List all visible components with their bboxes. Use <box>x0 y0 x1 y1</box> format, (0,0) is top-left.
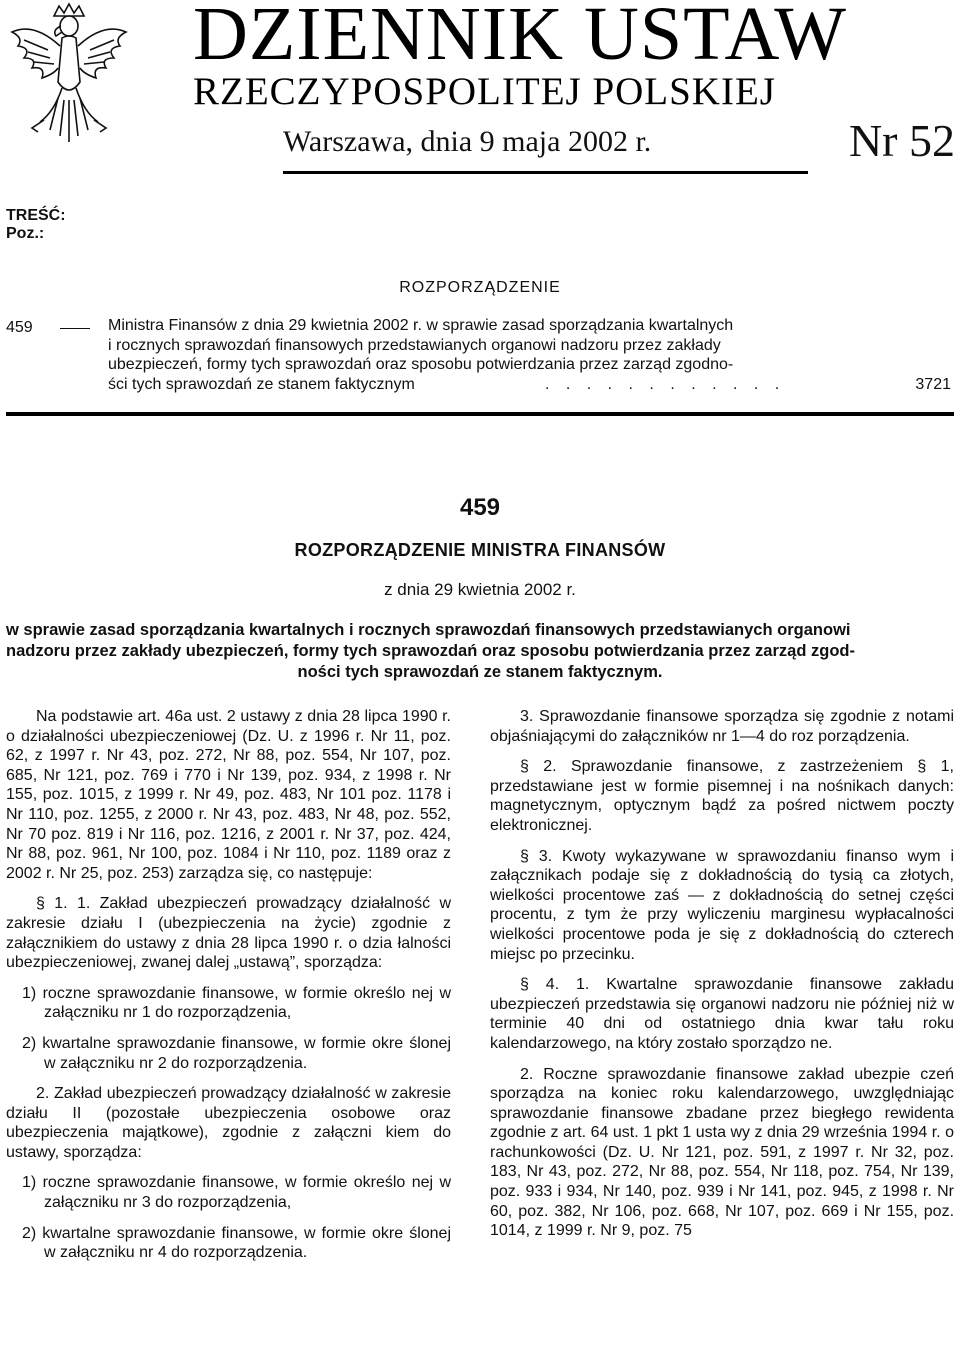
paragraph-4-2 <box>490 1065 954 1241</box>
text-line: poz. 933 i 934, Nr 140, poz. 939 i Nr 141, poz. 945, <box>490 1183 869 1201</box>
text-line: poz. 483, Nr 101 poz. 1178 i Nr 110, poz. 1255, z 2000 r. <box>6 786 451 823</box>
text-line: 2. Roczne sprawozdanie finansowe zakład ubezpie <box>520 1065 911 1083</box>
text-line: ca złotych, wielkości procentowe zaś — z dokładnością <box>490 867 955 904</box>
text-line: ubezpieczeń przedstawia się organowi nadzoru nie <box>490 995 861 1013</box>
text-line: nej w załączniku nr 1 do rozporządzenia, <box>44 984 452 1022</box>
text-line: Nr 100, poz. 1084 i Nr 110, poz. 1189 oraz z 2002 r. Nr 25, <box>6 845 451 882</box>
toc-entry-line: ubezpieczeń, formy tych sprawozdań oraz sposobu potwierdzania przez zarząd zgodno- <box>108 356 734 373</box>
text-line: z 1998 r. Nr 60, poz. 382, Nr 106, poz. 668, Nr 107, <box>490 1183 955 1220</box>
text-line: 1990 r. o działalności ubezpieczeniowej (Dz. U. z 1996 r. <box>6 708 451 745</box>
act-subject-line: ności tych sprawozdań ze stanem faktycznym. <box>297 663 663 681</box>
text-line: czeń sporządza na koniec roku kalendarzowego, <box>490 1065 954 1103</box>
paragraph-3 <box>490 847 954 965</box>
text-line: 2) kwartalne sprawozdanie finansowe, w formie okre <box>22 1224 404 1242</box>
text-line: później niż w terminie 40 dni od ostatniego dnia kwar <box>490 995 954 1033</box>
list-item <box>14 1034 451 1073</box>
preamble <box>6 707 451 883</box>
text-line: z załącznikiem do ustawy z dnia 28 lipca 1990 r. o dzia <box>6 914 451 952</box>
act-number: 459 <box>459 494 501 521</box>
text-line: § 4. 1. Kwartalne sprawozdanie finansowe zakładu <box>520 976 954 994</box>
text-line: poz. 1216, z 2001 r. Nr 37, poz. 424, Nr 88, poz. 961, <box>6 825 452 863</box>
act-title: ROZPORZĄDZENIE MINISTRA FINANSÓW <box>294 540 666 560</box>
toc-heading: TREŚĆ: <box>6 207 66 224</box>
list-item <box>14 1224 451 1263</box>
toc-entry[interactable] <box>108 316 951 394</box>
toc-divider <box>6 412 954 416</box>
text-line: 1) roczne sprawozdanie finansowe, w formie określo <box>22 1174 406 1192</box>
text-line: kiem do ustawy, sporządza: <box>6 1124 451 1161</box>
act-subject-line: nadzoru przez zakłady ubezpieczeń, formy tych sprawozdań oraz sposobu potwierdzania przez zarząd zgod- <box>6 642 855 660</box>
text-line: § 2. Sprawozdanie finansowe, z zastrzeżeniem § 1, <box>520 758 954 776</box>
issue-underline <box>283 171 808 174</box>
text-line: poz. 669 i Nr 155, poz. 1014, z 1999 r. Nr 9, poz. 75 <box>490 1202 955 1240</box>
text-line: je się z dokładnością do czterech miejsc po przecinku. <box>490 925 955 963</box>
text-line: § 1. 1. Zakład ubezpieczeń prowadzący działalność <box>36 895 440 913</box>
issue-number: Nr 52 <box>848 115 955 166</box>
text-line: Nr 43, poz. 483, Nr 48, poz. 552, Nr 70 poz. 819 i Nr 116, <box>6 805 451 843</box>
text-line: biegłego rewidenta zgodnie z art. 64 ust. 1 pkt 1 usta <box>490 1104 954 1142</box>
text-line: do setnej części procentu, z tym że przy wyliczeniu <box>490 886 954 924</box>
text-line: przedstawiane jest w formie pisemnej i na nośnikach <box>490 777 898 795</box>
text-line: ne. <box>810 1034 833 1052</box>
toc-entry-last-line <box>108 375 951 395</box>
text-line: oraz ubezpieczenia majątkowe), zgodnie z załączni <box>6 1104 451 1142</box>
text-line: porządzenia. <box>818 727 910 745</box>
toc-entry-line: Ministra Finansów z dnia 29 kwietnia 2002 r. w sprawie zasad sporządzania kwartalnych <box>108 317 734 334</box>
text-line: ślonej w załączniku nr 2 do rozporządzenia. <box>44 1034 451 1072</box>
toc-page-number[interactable]: 3721 <box>915 375 951 393</box>
text-line: Na podstawie art. 46a ust. 2 ustawy z dnia 28 lipca <box>36 708 402 725</box>
toc-leader-dots: . . . . . . . . . . . . <box>544 375 786 393</box>
toc-poz-label: Poz.: <box>6 225 45 242</box>
paragraph-1-2 <box>6 1084 451 1162</box>
text-line: poz. 253) zarządza się, co następuje: <box>107 864 373 882</box>
masthead-subtitle: RZECZYPOSPOLITEJ POLSKIEJ <box>193 70 776 113</box>
text-line: Nr 11, poz. 62, z 1997 r. Nr 43, poz. 272, Nr 88, poz. 554, <box>6 727 451 765</box>
paragraph-1-1 <box>6 894 451 972</box>
body-column-right <box>490 707 954 1241</box>
issue-date-line: Warszawa, dnia 9 maja 2002 r. <box>283 125 652 158</box>
list-item <box>14 1173 451 1212</box>
act-date: z dnia 29 kwietnia 2002 r. <box>384 580 576 599</box>
text-line: wym i załącznikach podaje się z dokładnością do tysią <box>490 847 955 885</box>
polish-eagle-emblem-icon <box>4 2 134 150</box>
toc-entry-dash <box>60 328 90 329</box>
masthead-title: DZIENNIK USTAW <box>193 0 848 76</box>
toc-entry-line: i rocznych sprawozdań finansowych przedstawianych organowi nadzoru przez zakłady <box>108 336 721 354</box>
text-line: wy z dnia 29 września 1994 r. o rachunkowości (Dz. U. <box>490 1124 954 1161</box>
text-line: poz. 934, z 1998 r. Nr 155, poz. 1015, z 1999 r. Nr 49, <box>6 766 451 804</box>
text-line: nej w załączniku nr 3 do rozporządzenia, <box>44 1174 452 1212</box>
paragraph-2 <box>490 757 954 835</box>
toc-entry-number: 459 <box>6 319 33 336</box>
text-line: uwzględniając sprawozdanie finansowe zbadane przez <box>490 1085 954 1122</box>
text-line: 2. Zakład ubezpieczeń prowadzący działalność <box>36 1085 376 1103</box>
text-line: danych: magnetycznym, optycznym bądź za pośred <box>490 777 954 815</box>
paragraph-4-1 <box>490 975 954 1053</box>
text-line: nictwem poczty elektronicznej. <box>490 797 954 834</box>
text-line: Nr 107, poz. 685, Nr 121, poz. 769 i 770 i Nr 139, <box>6 747 451 784</box>
text-line: w zakresie działu I (ubezpieczenia na życie) zgodnie <box>6 895 451 932</box>
text-line: § 3. Kwoty wykazywane w sprawozdaniu finanso <box>520 847 898 865</box>
text-line: Nr 121, poz. 591, z 1997 r. Nr 32, poz. 183, Nr 43, <box>490 1143 955 1181</box>
toc-section-title: ROZPORZĄDZENIE <box>399 279 561 296</box>
text-line: z notami objaśniającymi do załączników nr 1—4 do roz <box>490 708 955 745</box>
text-line: 3. Sprawozdanie finansowe sporządza się zgodnie <box>520 708 893 725</box>
paragraph-1-3 <box>490 707 954 746</box>
act-subject-line: w sprawie zasad sporządzania kwartalnych i rocznych sprawozdań finansowych przedstawianych organowi <box>6 621 851 639</box>
text-line: poz. 272, Nr 88, poz. 554, Nr 118, poz. 754, Nr 139, <box>576 1163 954 1181</box>
text-line: marginesu wypłacalności wielkości procentowe poda <box>490 906 954 943</box>
text-line: 1) roczne sprawozdanie finansowe, w formie określo <box>22 984 406 1002</box>
text-line: tału roku kalendarzowego, na który zostało sporządzo <box>490 1015 954 1052</box>
body-column-left <box>6 707 451 1263</box>
toc-entry-line: ści tych sprawozdań ze stanem faktycznym <box>108 375 415 393</box>
list-item <box>14 984 451 1023</box>
text-line: sporządza: <box>303 954 383 972</box>
text-line: ślonej w załączniku nr 4 do rozporządzenia. <box>44 1224 451 1262</box>
text-line: łalności ubezpieczeniowej, zwanej dalej „ustawą”, <box>6 934 451 972</box>
text-line: 2) kwartalne sprawozdanie finansowe, w formie okre <box>22 1034 404 1052</box>
text-line: w zakresie działu II (pozostałe ubezpieczenia osobowe <box>6 1085 452 1122</box>
act-subject <box>6 620 954 683</box>
